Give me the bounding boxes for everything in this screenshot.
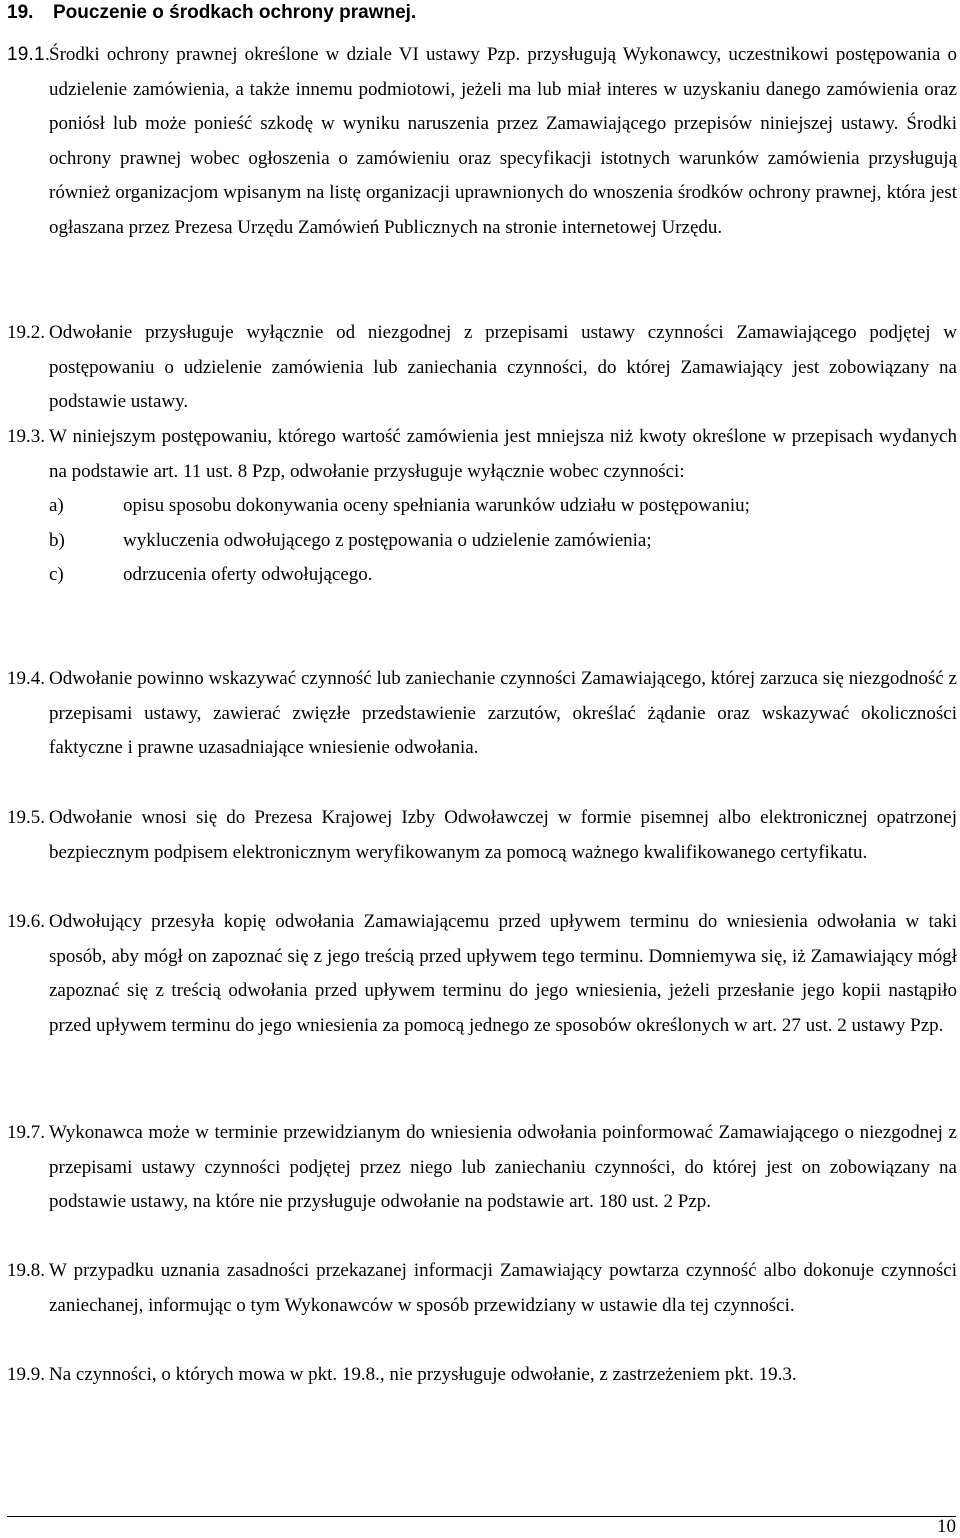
list-item-label: c) [49,564,64,586]
paragraph-number: 19.6. [7,911,45,932]
list-item [49,558,957,593]
page-number: 10 [937,1516,956,1537]
list-item-text: odrzucenia oferty odwołującego. [123,564,373,586]
list-item-label: b) [49,529,65,551]
paragraph-text: Na czynności, o których mowa w pkt. 19.8., nie przysługuje odwołanie, z zastrzeżeniem pkt. 19.3. [49,1364,797,1385]
paragraph-19-2 [7,316,957,420]
paragraph-number: 19.4. [7,668,45,689]
list-item-text: wykluczenia odwołującego z postępowania o udzielenie zamówienia; [123,529,652,551]
paragraph-19-6 [7,905,957,1043]
paragraph-19-4 [7,662,957,766]
list-item [49,489,957,524]
paragraph-text: Odwołujący przesyła kopię odwołania Zamawiającemu przed upływem terminu do wniesienia odwołania w taki sposób, aby mógł on zapoznać się z jego treścią przed upływem tego terminu. Domniemywa się, iż Zamawiający mógł zapoznać się z treścią odwołania przed upływem terminu do jego wniesienia, jeżeli przesłanie jego kopii nastąpiło przed upływem terminu do jego wniesienia za pomocą jednego ze sposobów określonych w art. 27 ust. 2 ustawy Pzp. [49,911,957,1036]
list-item-label: a) [49,495,64,517]
paragraph-text: Wykonawca może w terminie przewidzianym do wniesienia odwołania poinformować Zamawiającego o niezgodnej z przepisami ustawy czynności podjętej przez niego lub zaniechaniu czynności, do której jest on zobowiązany na podstawie ustawy, na które nie przysługuje odwołanie na podstawie art. 180 ust. 2 Pzp. [49,1122,957,1213]
list-item [49,524,957,559]
paragraph-text: W niniejszym postępowaniu, którego wartość zamówienia jest mniejsza niż kwoty określone w przepisach wydanych na podstawie art. 11 ust. 8 Pzp, odwołanie przysługuje wyłącznie wobec czynności: [49,426,957,482]
list-item-text: opisu sposobu dokonywania oceny spełniania warunków udziału w postępowaniu; [123,495,750,517]
paragraph-19-7 [7,1116,957,1220]
paragraph-number: 19.3. [7,426,45,447]
paragraph-text: Odwołanie przysługuje wyłącznie od niezgodnej z przepisami ustawy czynności Zamawiającego podjętej w postępowaniu o udzielenie zamówienia lub zaniechania czynności, do której Zamawiający jest zobowiązany na podstawie ustawy. [49,322,957,413]
paragraph-number: 19.7. [7,1122,45,1143]
paragraph-number: 19.8. [7,1260,45,1281]
enumeration-list [49,489,957,593]
section-heading [7,0,416,26]
paragraph-text: Środki ochrony prawnej określone w dziale VI ustawy Pzp. przysługują Wykonawcy, uczestnikowi postępowania o udzielenie zamówienia, a także innemu podmiotowi, jeżeli ma lub miał interes w uzyskaniu danego zamówienia oraz poniósł lub może ponieść szkodę w wyniku naruszenia przez Zamawiającego przepisów niniejszej ustawy. Środki ochrony prawnej wobec ogłoszenia o zamówieniu oraz specyfikacji istotnych warunków zamówienia przysługują również organizacjom wpisanym na listę organizacji uprawnionych do wnoszenia środków ochrony prawnej, która jest ogłaszana przez Prezesa Urzędu Zamówień Publicznych na stronie internetowej Urzędu. [49,44,957,238]
paragraph-19-9 [7,1358,957,1393]
footer-divider [7,1516,956,1517]
paragraph-text: W przypadku uznania zasadności przekazanej informacji Zamawiający powtarza czynność albo dokonuje czynności zaniechanej, informując o tym Wykonawców w sposób przewidziany w ustawie dla tej czynności. [49,1260,957,1316]
paragraph-19-3 [7,420,957,593]
paragraph-text: Odwołanie powinno wskazywać czynność lub zaniechanie czynności Zamawiającego, której zarzuca się niezgodność z przepisami ustawy, zawierać zwięzłe przedstawienie zarzutów, określać żądanie oraz wskazywać okoliczności faktyczne i prawne uzasadniające wniesienie odwołania. [49,668,957,759]
paragraph-number: 19.9. [7,1364,45,1385]
paragraph-number: 19.5. [7,807,45,828]
heading-title: Pouczenie o środkach ochrony prawnej. [53,2,417,23]
paragraph-19-1 [7,38,957,246]
paragraph-text: Odwołanie wnosi się do Prezesa Krajowej Izby Odwoławczej w formie pisemnej albo elektronicznej opatrzonej bezpiecznym podpisem elektronicznym weryfikowanym za pomocą ważnego kwalifikowanego certyfikatu. [49,807,957,863]
paragraph-number: 19.2. [7,322,45,343]
paragraph-19-8 [7,1254,957,1323]
paragraph-19-5 [7,801,957,870]
paragraph-number: 19.1. [7,44,51,65]
heading-number: 19. [7,2,34,23]
